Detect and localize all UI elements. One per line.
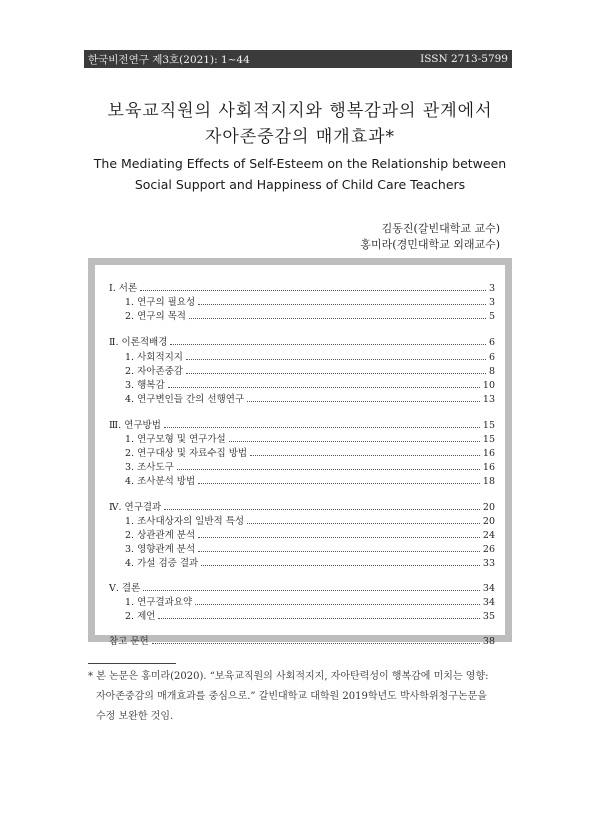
toc-leader-dots [168,386,480,388]
toc-entry-label: 1. 조사대상자의 일반적 특성 [125,516,245,527]
toc-entry-label: 3. 행복감 [125,380,165,391]
toc-leader-dots [140,289,486,291]
toc-entry-page: 15 [482,420,495,431]
toc-leader-dots [195,603,480,605]
footnote-line-3: 수정 보완한 것임. [96,711,174,722]
toc-entry-label: 참고 문헌 [109,636,149,647]
toc-leader-dots [198,536,480,538]
toc-entry-label: 2. 자아존중감 [125,366,183,377]
title-korean-line-1: 보육교직원의 사회적지지와 행복감과의 관계에서 [107,101,493,121]
toc-leader-dots [198,550,480,552]
toc-entry[interactable] [125,445,495,459]
toc-entry[interactable] [125,349,495,363]
toc-entry-label: 2. 상관관계 분석 [125,530,196,541]
toc-entry[interactable] [125,377,495,391]
footnote-divider [88,663,176,664]
footnote-line-2: 자아존중감의 매개효과를 중심으로.” 갈빈대학교 대학원 2019학년도 박사학위청구논문을 [96,691,487,702]
toc-entry[interactable] [125,594,495,608]
toc-entry-label: 3. 영향관계 분석 [125,544,196,555]
toc-entry-page: 3 [488,297,495,308]
toc-entry-page: 10 [482,380,495,391]
toc-leader-dots [158,617,479,619]
toc-entry-page: 6 [488,352,495,363]
toc-entry-label: Ⅰ. 서론 [109,283,138,294]
toc-leader-dots [198,482,480,484]
toc-entry[interactable] [109,417,495,431]
toc-entry-page: 24 [482,530,495,541]
toc-entry-label: 4. 조사분석 방법 [125,476,196,487]
toc-entry[interactable] [125,363,495,377]
toc-entry[interactable] [125,294,495,308]
toc-entry[interactable] [109,334,495,348]
toc-entry[interactable] [125,308,495,322]
toc-leader-dots [186,372,486,374]
toc-entry-label: 1. 연구의 필요성 [125,297,196,308]
toc-entry-page: 3 [488,283,495,294]
toc-entry-page: 8 [488,366,495,377]
title-english-line-2: Social Support and Happiness of Child Care Teachers [134,177,466,192]
footnote-line-1: * 본 논문은 홍미라(2020). “보육교직원의 사회적지지, 자아탄력성이 행복감에 미치는 영향: [88,671,489,682]
toc-leader-dots [152,642,480,644]
toc-entry-label: 1. 연구모형 및 연구가설 [125,434,226,445]
toc-entry[interactable] [109,580,495,594]
toc-entry-page: 15 [482,434,495,445]
toc-entry-label: 1. 연구결과요약 [125,597,193,608]
footnote [88,667,512,727]
title-english-line-1: The Mediating Effects of Self-Esteem on the Relationship between [93,156,507,171]
journal-citation: 한국비전연구 제3호(2021): 1~44 [88,53,250,66]
toc-leader-dots [170,343,486,345]
toc-leader-dots [186,358,486,360]
toc-entry-page: 20 [482,516,495,527]
toc-leader-dots [201,564,480,566]
issn-label: ISSN 2713-5799 [420,53,508,65]
toc-entry[interactable] [125,431,495,445]
toc-entry-label: 1. 사회적지지 [125,352,183,363]
toc-entry[interactable] [125,459,495,473]
toc-entry-label: Ⅱ. 이론적배경 [109,337,168,348]
toc-entry-label: 3. 조사도구 [125,462,174,473]
toc-leader-dots [229,440,480,442]
author-1: 김동진(갈빈대학교 교수) [381,222,500,235]
table-of-contents [95,265,505,647]
toc-entry-label: 2. 제언 [125,611,156,622]
title-korean-line-2: 자아존중감의 매개효과* [204,127,396,147]
toc-entry-page: 20 [482,502,495,513]
toc-entry-page: 33 [482,558,495,569]
toc-entry-page: 34 [482,597,495,608]
toc-entry-label: Ⅴ. 결론 [109,583,141,594]
toc-entry[interactable] [125,391,495,405]
toc-entry-label: Ⅳ. 연구결과 [109,502,162,513]
toc-entry-page: 34 [482,583,495,594]
toc-entry-label: 4. 가설 검증 결과 [125,558,199,569]
toc-leader-dots [164,426,480,428]
toc-leader-dots [198,303,486,305]
toc-leader-dots [177,468,480,470]
toc-entry[interactable] [125,513,495,527]
toc-entry-page: 38 [482,636,495,647]
table-of-contents-frame [88,258,512,647]
toc-entry-page: 35 [482,611,495,622]
toc-entry[interactable] [125,555,495,569]
toc-entry[interactable] [109,280,495,294]
toc-entry[interactable] [125,527,495,541]
toc-entry-page: 16 [482,462,495,473]
toc-entry[interactable] [125,541,495,555]
toc-entry-page: 13 [482,394,495,405]
journal-header-bar [84,50,512,68]
toc-leader-dots [247,400,480,402]
toc-entry[interactable] [109,499,495,513]
toc-leader-dots [143,589,480,591]
toc-leader-dots [189,317,486,319]
toc-entry-label: 2. 연구대상 및 자료수집 방법 [125,448,248,459]
toc-entry[interactable] [109,633,495,647]
toc-entry-page: 16 [482,448,495,459]
toc-leader-dots [164,508,480,510]
toc-leader-dots [247,522,480,524]
toc-leader-dots [250,454,480,456]
toc-entry-label: 4. 연구변인들 간의 선행연구 [125,394,245,405]
author-2: 홍미라(경민대학교 외래교수) [360,238,500,251]
toc-entry[interactable] [125,473,495,487]
toc-entry[interactable] [125,608,495,622]
toc-entry-label: Ⅲ. 연구방법 [109,420,161,431]
toc-entry-page: 18 [482,476,495,487]
toc-entry-page: 26 [482,544,495,555]
toc-entry-label: 2. 연구의 목적 [125,311,186,322]
toc-entry-page: 5 [488,311,495,322]
toc-entry-page: 6 [488,337,495,348]
